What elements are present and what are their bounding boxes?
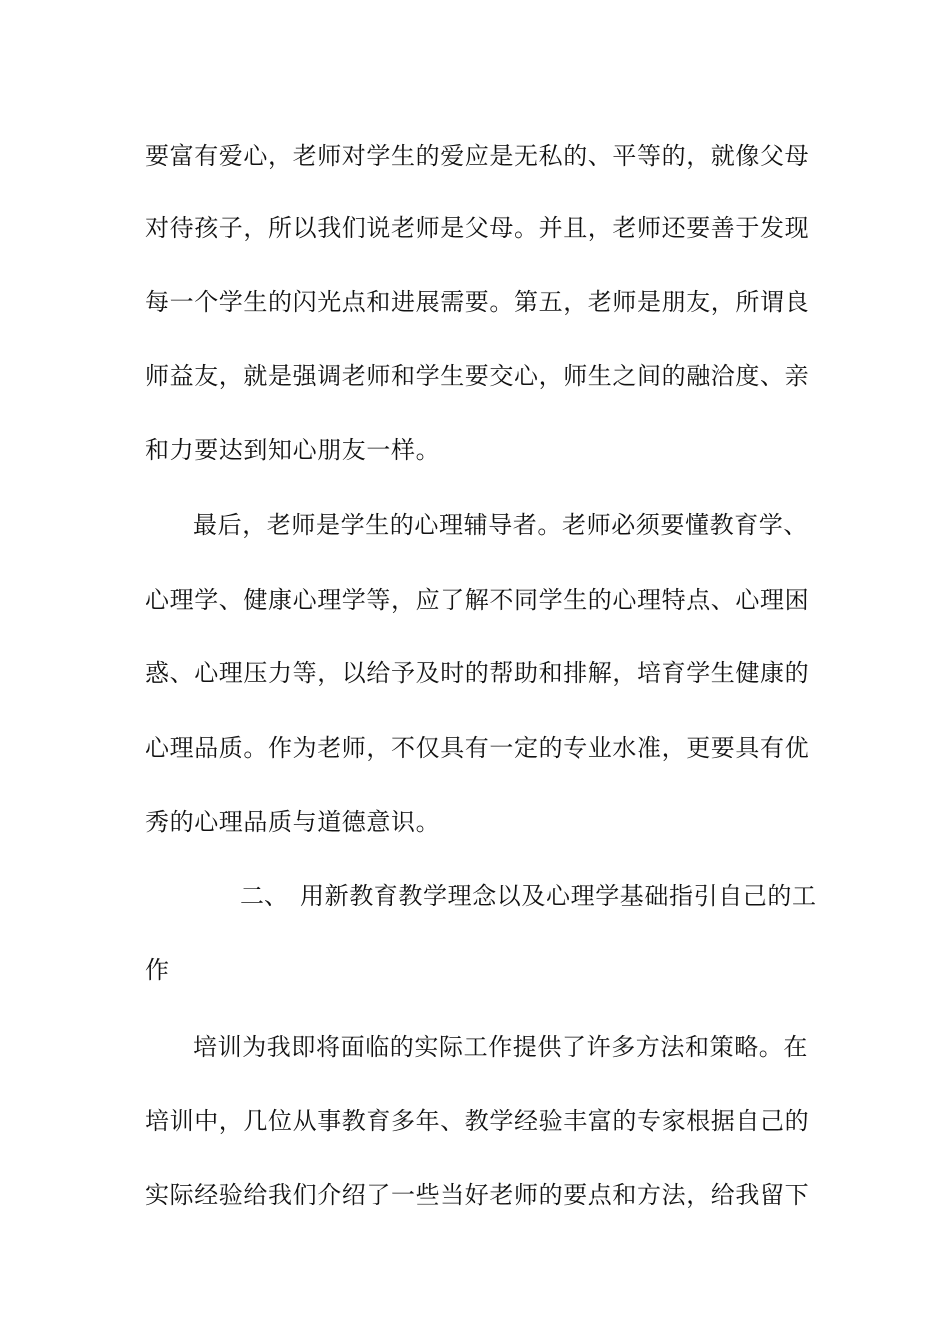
paragraph-line: 培训为我即将面临的实际工作提供了许多方法和策略。在 [193,1033,808,1061]
paragraph-line: 实际经验给我们介绍了一些当好老师的要点和方法，给我留下 [145,1181,810,1209]
paragraph-line: 最后，老师是学生的心理辅导者。老师必须要懂教育学、 [193,511,808,539]
paragraph-line: 培训中，几位从事教育多年、教学经验丰富的专家根据自己的 [145,1107,810,1135]
paragraph-line: 心理学、健康心理学等，应了解不同学生的心理特点、心理困 [145,586,810,614]
paragraph-line: 每一个学生的闪光点和进展需要。第五，老师是朋友，所谓良 [145,288,810,316]
paragraph-line: 秀的心理品质与道德意识。 [145,808,441,836]
section-heading-number: 二、 [240,882,288,910]
paragraph-line: 惑、心理压力等，以给予及时的帮助和排解，培育学生健康的 [145,659,810,687]
paragraph-line: 要富有爱心，老师对学生的爱应是无私的、平等的，就像父母 [145,142,810,170]
paragraph-line: 心理品质。作为老师，不仅具有一定的专业水准，更要具有优 [145,734,810,762]
paragraph-line: 对待孩子，所以我们说老师是父母。并且，老师还要善于发现 [145,214,810,242]
section-heading: 用新教育教学理念以及心理学基础指引自己的工 [300,882,817,910]
paragraph-line: 和力要达到知心朋友一样。 [145,436,441,464]
section-heading-continuation: 作 [145,956,170,984]
paragraph-line: 师益友，就是强调老师和学生要交心，师生之间的融洽度、亲 [145,362,810,390]
